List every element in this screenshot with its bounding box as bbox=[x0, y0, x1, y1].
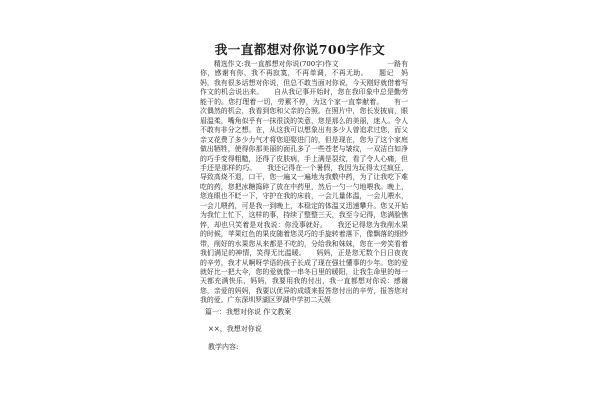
essay-body bbox=[200, 60, 408, 306]
section-subtitle: ××，我想对你说 bbox=[208, 325, 262, 333]
essay-title: 我一直都想对你说700字作文 bbox=[214, 42, 386, 57]
section-label: 教学内容: bbox=[208, 343, 239, 351]
essay-paragraph: 精选作文:我一直都想对你说(700字)作文 一路有你，感谢有你，我不再寂寞，不再单调，不再无助。 题记 妈妈，我有很多话想对你说，但总不敢当面对你说，今天刚好就借着写作文的机会说出来。 自从我记事开始时，您在我印象中总是勤劳能干的。您打理着一切，劳累不停，为这个家一直奉献着。 有一次偶然的机会，我看到您和父亲的合照。在照片中，您长发披肩，眼眉温柔，嘴角似乎有一抹很淡的笑意，您是那么的美丽，迷人。令人不敢有非分之想。在，从这我可以想象出有多少人曾追求过您，而父亲又花费了多少力气才将您迎娶进门的，但是现在，您为了这个家庭做出牺牲，使得你那美丽的面孔多了一些苍老与皱纹，一双洁白如净的巧手变得粗糙，还得了皮肤病，手上满是裂纹，看了令人心痛，但手还是那样的巧。 我还记得在一个暑假，我因为玩得太过疯狂，导致高烧不退，口干，您一遍又一遍地为我敷中药，为了让我吃下难吃的药，您把冰糖捣碎了放在中药里，然后一勺一勺地喂我。晚上，您连眼也不眨一下，守护在我的床前，一会儿量体温，一会儿喂水，一会儿喂药，可是我一到晚上，本稳定的体温又迅速攀升。您又开始为我忙上忙下，这样的事，持续了整整三天，我至今记得，您满脸憔悴，却也只笑着是对我说：你没事就好。 我还记得您为我削水果的时候，苹果红色的果皮随着您灵巧的手旋转着落下，像飘落的细纱带，削好的水果您从来都是不吃的，分给我和妹妹，您在一旁笑看着我们满足的神情，笑得无比温暖。 妈妈，正是您无数个日日夜夜的辛劳，我才从啊呀学语的孩子长成了现在强壮懂事的少年。您的爱就好比一把大伞，您的爱就像一串冬日里的暖阳，让我生命里的每一天都充满快乐，妈妈，我要用我的付出，我一直都想对你说：感谢您，亲爱的妈妈，我要以优异的成绩来报答您付出的辛劳，报答您对我的爱。广东深圳罗湖区罗湖中学初二天娱 bbox=[200, 60, 408, 305]
section-heading: 篇一：我想对你说 作文教案 bbox=[205, 308, 292, 316]
